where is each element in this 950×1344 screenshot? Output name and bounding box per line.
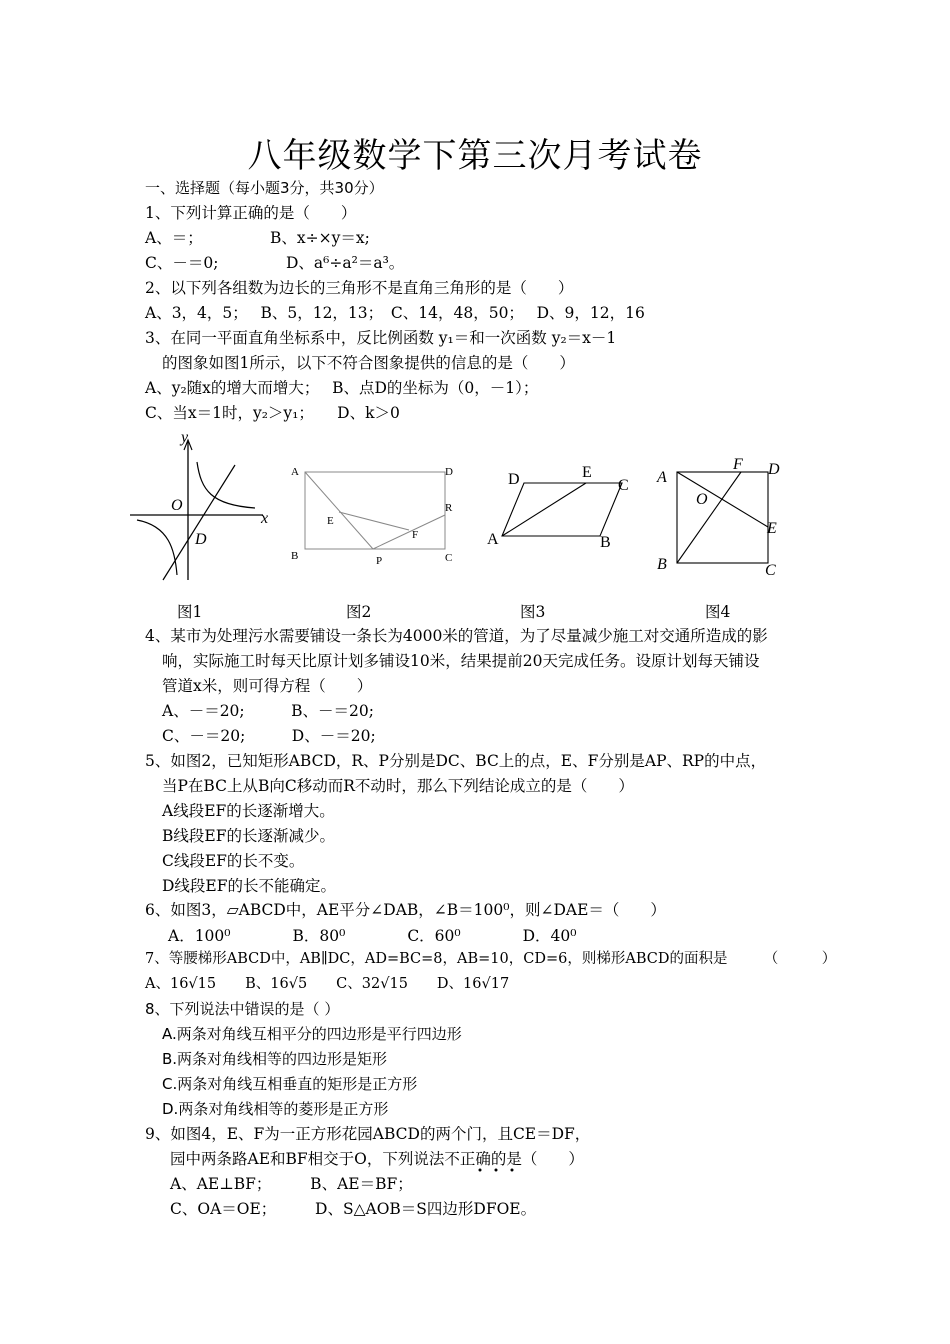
question-6-options: A．100⁰ B．80⁰ C．60⁰ D．40⁰ <box>168 927 577 945</box>
figure-3-caption: 图3 <box>520 603 546 621</box>
fig4-label-f: F <box>733 456 743 473</box>
question-5-option-b: B线段EF的长逐渐减少。 <box>162 827 335 845</box>
question-3-options-cd: C、当x＝1时，y₂＞y₁； D、k＞0 <box>145 404 400 422</box>
fig3-label-c: C <box>618 477 629 494</box>
question-4-options-ab: A、－＝20; B、－＝20; <box>162 702 374 720</box>
question-8-option-a: A.两条对角线互相平分的四边形是平行四边形 <box>162 1025 462 1043</box>
fig3-label-a: A <box>487 531 499 548</box>
question-5-option-a: A线段EF的长逐渐增大。 <box>162 802 335 820</box>
fig1-label-y: y <box>181 430 189 446</box>
path-bf <box>677 472 741 563</box>
fig1-label-x: x <box>261 510 269 527</box>
question-1-option-b: B、x÷×y＝x; <box>270 229 370 247</box>
fig4-label-d: D <box>768 461 780 478</box>
question-9-options-cd: C、OA＝OE； D、S△AOB＝S四边形DFOE。 <box>170 1200 537 1218</box>
segment-ap <box>305 472 373 549</box>
fig2-label-e: E <box>327 515 334 527</box>
question-9-stem-line1: 9、如图4，E、F为一正方形花园ABCD的两个门，且CE＝DF， <box>145 1125 591 1143</box>
question-3-options-ab: A、y₂随x的增大而增大； B、点D的坐标为（0，－1）； <box>145 379 539 397</box>
path-ae <box>677 472 768 527</box>
figure-1-caption: 图1 <box>177 603 203 621</box>
fig1-label-o: O <box>171 497 183 514</box>
question-7-options: A、16√15 B、16√5 C、32√15 D、16√17 <box>145 976 510 992</box>
question-3-stem-line1: 3、在同一平面直角坐标系中，反比例函数 y₁＝和一次函数 y₂＝x－1 <box>145 329 617 347</box>
figure-1-graph <box>125 430 275 585</box>
fig4-label-c: C <box>765 562 776 579</box>
fig3-label-d: D <box>508 471 520 488</box>
fig4-label-o: O <box>696 491 708 508</box>
emphasis-dots-icon <box>474 1167 524 1175</box>
question-7-stem: 7、等腰梯形ABCD中，AB∥DC，AD=BC=8，AB=10，CD=6，则梯形ABCD的面积是 （ ） <box>145 951 837 967</box>
segment-ef <box>339 512 409 530</box>
fig2-label-d: D <box>445 466 453 478</box>
question-9-options-ab: A、AE⊥BF； B、AE＝BF； <box>170 1175 413 1193</box>
question-4-stem-line1: 4、某市为处理污水需要铺设一条长为4000米的管道，为了尽量减少施工对交通所造成的影 <box>145 627 768 645</box>
question-4-stem-line2: 响，实际施工时每天比原计划多铺设10米，结果提前20天完成任务。设原计划每天铺设 <box>162 652 760 670</box>
question-9-stem-line2: 园中两条路AE和BF相交于O，下列说法不正确的是（ ） <box>170 1150 584 1168</box>
question-3-stem-line2: 的图象如图1所示，以下不符合图象提供的信息的是（ ） <box>162 354 575 372</box>
question-4-options-cd: C、－＝20; D、－＝20; <box>162 727 376 745</box>
question-5-stem-line2: 当P在BC上从B向C移动而R不动时，那么下列结论成立的是（ ） <box>162 777 634 795</box>
fig3-label-b: B <box>600 534 611 551</box>
question-1-stem: 1、下列计算正确的是（ ） <box>145 204 357 222</box>
question-1-option-d: D、a⁶÷a²＝a³。 <box>286 254 405 272</box>
question-6-stem: 6、如图3，▱ABCD中，AE平分∠DAB，∠B＝100⁰，则∠DAE＝（ ） <box>145 901 666 919</box>
section-heading: 一、选择题（每小题3分，共30分） <box>145 179 384 197</box>
fig3-label-e: E <box>582 464 592 481</box>
square-abcd <box>677 472 768 563</box>
question-1-option-c: C、－＝0; <box>145 254 219 272</box>
question-1-option-a: A、＝； <box>145 229 203 247</box>
fig4-label-e: E <box>767 520 777 537</box>
figure-2-caption: 图2 <box>346 603 372 621</box>
fig4-label-b: B <box>657 556 667 573</box>
question-2-stem: 2、以下列各组数为边长的三角形不是直角三角形的是（ ） <box>145 279 574 297</box>
figure-4-square <box>650 455 790 580</box>
question-8-option-d: D.两条对角线相等的菱形是正方形 <box>162 1100 389 1118</box>
question-2-options: A、3，4，5； B、5，12，13； C、14，48，50； D、9，12，16 <box>145 304 645 322</box>
question-5-option-c: C线段EF的长不变。 <box>162 852 305 870</box>
fig2-label-p: P <box>376 555 383 567</box>
question-5-option-d: D线段EF的长不能确定。 <box>162 877 336 895</box>
hyperbola-branch-1 <box>197 462 255 508</box>
fig2-label-a: A <box>291 466 299 478</box>
segment-pr <box>373 515 445 549</box>
figure-3-parallelogram <box>482 458 642 553</box>
rectangle-abcd <box>305 472 445 549</box>
question-4-stem-line3: 管道x米，则可得方程（ ） <box>162 677 373 695</box>
question-5-stem-line1: 5、如图2，已知矩形ABCD，R、P分别是DC、BC上的点，E、F分别是AP、RP的中点， <box>145 752 767 770</box>
figure-4-caption: 图4 <box>705 603 731 621</box>
fig4-label-a: A <box>657 469 667 486</box>
fig2-label-c: C <box>445 552 453 564</box>
figure-2-rectangle <box>285 460 460 575</box>
fig2-label-r: R <box>445 502 453 514</box>
segment-ae <box>502 483 586 536</box>
fig1-label-d: D <box>195 531 207 548</box>
question-8-option-b: B.两条对角线相等的四边形是矩形 <box>162 1050 388 1068</box>
fig2-label-f: F <box>412 529 419 541</box>
question-8-option-c: C.两条对角线互相垂直的矩形是正方形 <box>162 1075 418 1093</box>
fig2-label-b: B <box>291 550 299 562</box>
page-title: 八年级数学下第三次月考试卷 <box>247 136 703 176</box>
question-8-stem: 8、下列说法中错误的是（ ） <box>145 1000 340 1018</box>
linear-function-line <box>163 465 235 580</box>
parallelogram-abcd <box>502 483 622 536</box>
